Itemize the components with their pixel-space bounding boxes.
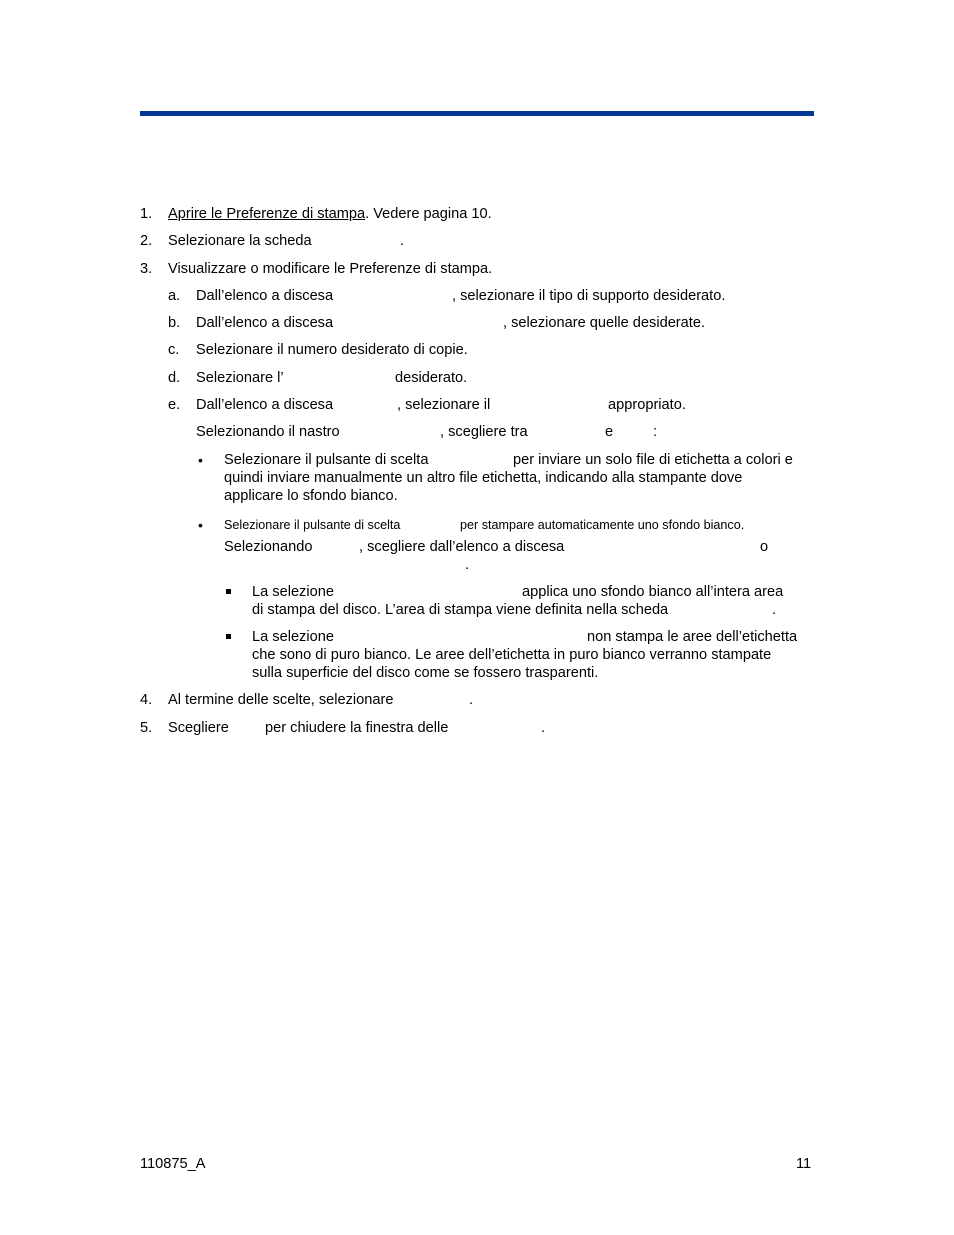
substep-text: Selezionare l’ [196,370,284,386]
footer-page-number: 11 [796,1156,812,1172]
substep-text: , selezionare il tipo di supporto desiderato. [452,288,726,304]
step-text [168,205,492,223]
bullet-text: quindi inviare manualmente un altro file etichetta, indicando alla stampante dove [224,470,743,486]
bullet-text: applicare lo sfondo bianco. [224,488,398,504]
substep-text: Selezionare il numero desiderato di copie. [196,342,468,358]
substep-letter: b. [168,315,181,331]
bullet-text: per inviare un solo file di etichetta a colori e [513,452,793,468]
subbullet-text: di stampa del disco. L’area di stampa viene definita nella scheda [252,602,669,618]
bullet-text: per stampare automaticamente uno sfondo bianco. [460,518,745,532]
step-text: Al termine delle scelte, selezionare [168,692,394,708]
step-text: . [400,233,405,249]
bullet-icon: • [198,517,203,533]
step-text-rest: . Vedere pagina 10. [365,206,492,222]
substep-text: Dall’elenco a discesa [196,288,334,304]
subbullet-text: applica uno sfondo bianco all’intera area [522,584,784,600]
preferences-link[interactable]: Aprire le Preferenze di stampa [168,206,366,222]
subbullet-text: sulla superficie del disco come se fossero trasparenti. [252,665,599,681]
substep-letter: d. [168,370,181,386]
subbullet-text: La selezione [252,629,334,645]
step-text: . [469,692,474,708]
substep-text: : [653,424,658,440]
step-text: per chiudere la finestra delle [265,720,449,736]
substep-text: appropriato. [608,397,686,413]
subbullet-text: non stampa le aree dell’etichetta [587,629,798,645]
substep-text: , selezionare il [397,397,491,413]
subbullet-text: . [772,602,777,618]
substep-text: Dall’elenco a discesa [196,315,334,331]
step-number: 1. [140,206,153,222]
square-bullet-icon [226,589,231,594]
substep-text: , selezionare quelle desiderate. [503,315,706,331]
step-text: Selezionare la scheda [168,233,312,249]
substep-text: , scegliere tra [440,424,528,440]
substep-text: Selezionando il nastro [196,424,340,440]
substep-letter: e. [168,397,181,413]
bullet-text: Selezionare il pulsante di scelta [224,452,429,468]
bullet-text: , scegliere dall’elenco a discesa [359,539,565,555]
header-rule [140,111,814,116]
step-text: Scegliere [168,720,229,736]
bullet-text: Selezionare il pulsante di scelta [224,518,401,532]
substep-text: desiderato. [395,370,468,386]
substep-text: e [605,424,614,440]
substep-letter: a. [168,288,181,304]
step-text: . [541,720,546,736]
step-number: 5. [140,720,153,736]
step-number: 4. [140,692,153,708]
step-number: 2. [140,233,153,249]
bullet-text: o [760,539,769,555]
footer-doc-id: 110875_A [140,1156,206,1172]
bullet-icon: • [198,452,203,468]
substep-letter: c. [168,342,180,358]
subbullet-text: che sono di puro bianco. Le aree dell’etichetta in puro bianco verranno stampate [252,647,772,663]
bullet-text: Selezionando [224,539,313,555]
step-number: 3. [140,261,153,277]
bullet-text: . [465,557,470,573]
square-bullet-icon [226,634,231,639]
substep-text: Dall’elenco a discesa [196,397,334,413]
step-text: Visualizzare o modificare le Preferenze di stampa. [168,261,493,277]
subbullet-text: La selezione [252,584,334,600]
